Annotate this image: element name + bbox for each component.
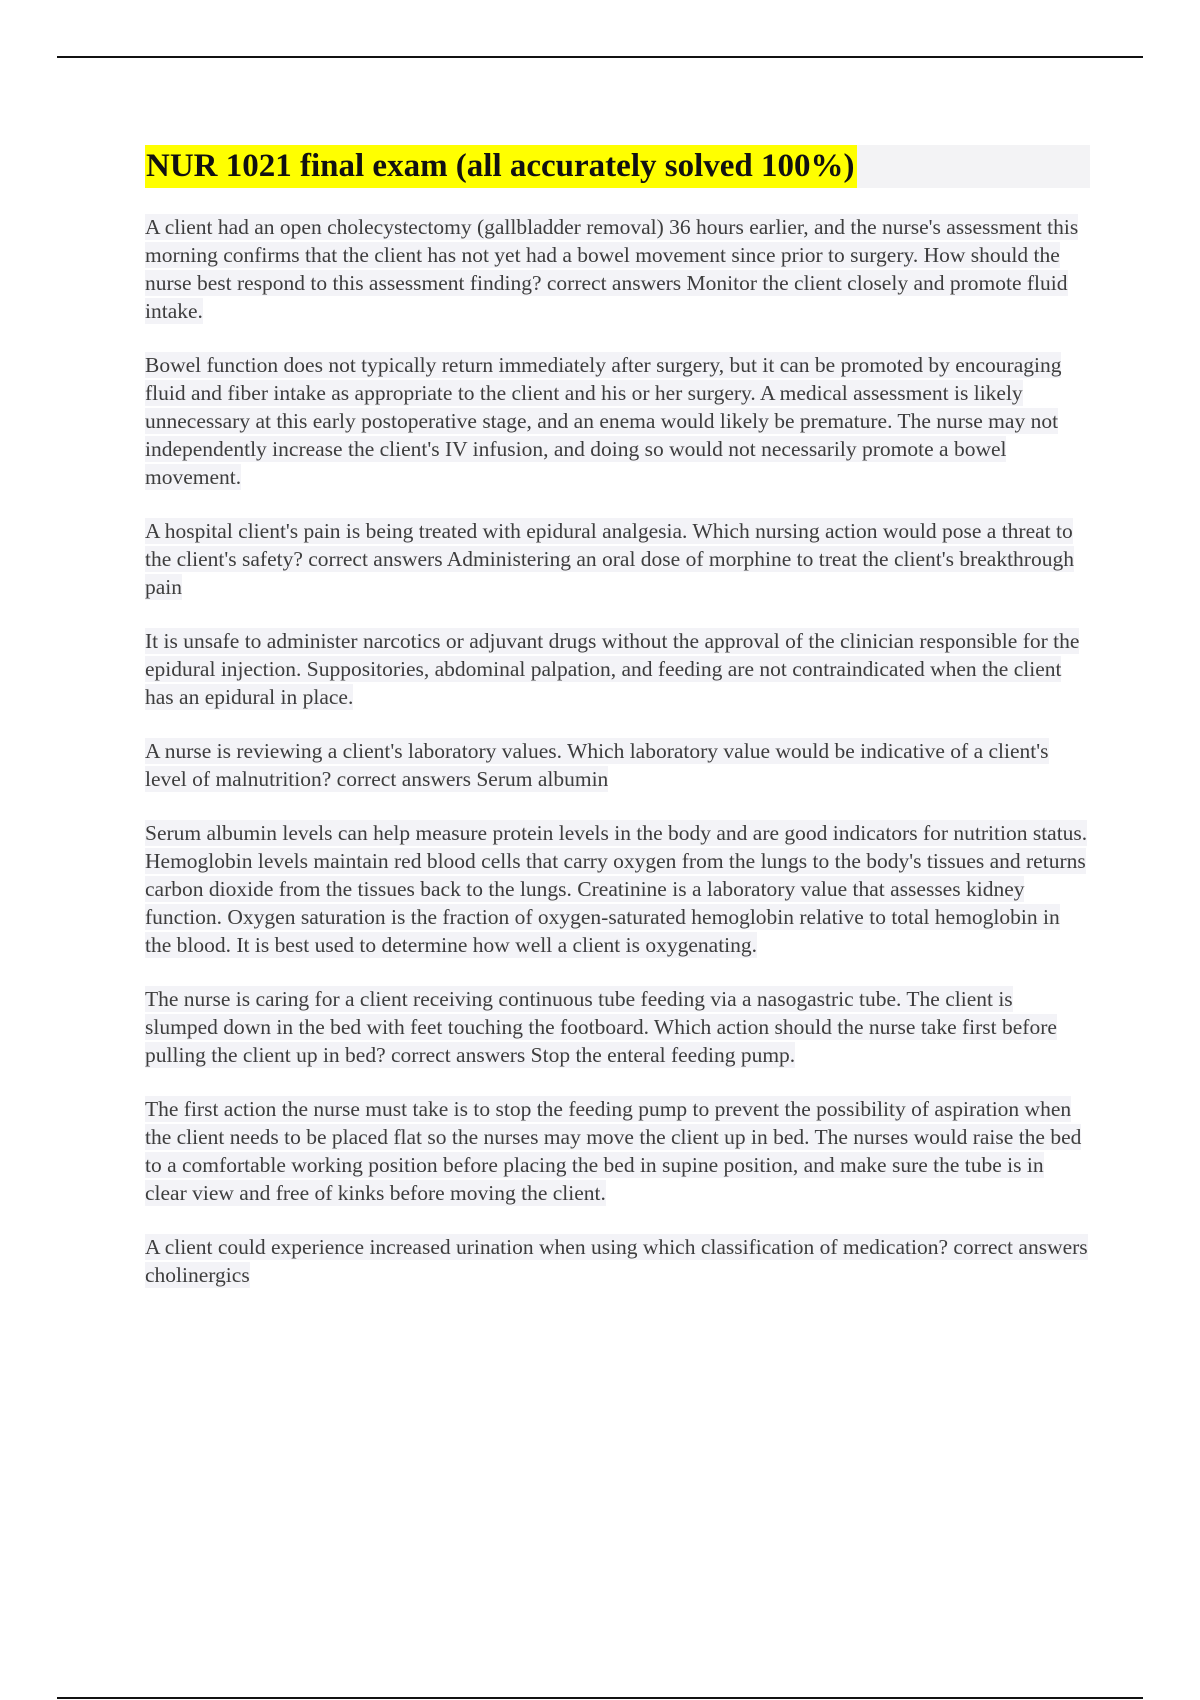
paragraph-7 bbox=[145, 985, 1090, 1069]
paragraph-8 bbox=[145, 1095, 1090, 1207]
paragraph-7-text: The nurse is caring for a client receiving continuous tube feeding via a nasogastric tube. The client is slumped down in the bed with feet touching the footboard. Which action should the nurse take first before pulling the client up in bed? correct answers Stop the enteral feeding pump. bbox=[145, 987, 1057, 1067]
bottom-rule bbox=[57, 1697, 1143, 1699]
paragraph-4-text: It is unsafe to administer narcotics or adjuvant drugs without the approval of the clinician responsible for the epidural injection. Suppositories, abdominal palpation, and feeding are not contraindicated when the client has an epidural in place. bbox=[145, 629, 1080, 709]
paragraph-9-text: A client could experience increased urination when using which classification of medication? correct answers cholinergics bbox=[145, 1235, 1088, 1287]
paragraph-8-text: The first action the nurse must take is to stop the feeding pump to prevent the possibility of aspiration when the client needs to be placed flat so the nurses may move the client up in bed. The nurses would raise the bed to a comfortable working position before placing the bed in supine position, and make sure the tube is in clear view and free of kinks before moving the client. bbox=[145, 1097, 1082, 1205]
paragraph-5 bbox=[145, 737, 1090, 793]
paragraph-1 bbox=[145, 213, 1090, 325]
paragraph-1-text: A client had an open cholecystectomy (gallbladder removal) 36 hours earlier, and the nurse's assessment this morning confirms that the client has not yet had a bowel movement since prior to surgery. How should the nurse best respond to this assessment finding? correct answers Monitor the client closely and promote fluid intake. bbox=[145, 215, 1079, 323]
paragraph-3 bbox=[145, 517, 1090, 601]
top-rule bbox=[57, 56, 1143, 58]
title-bar bbox=[145, 145, 1090, 188]
document-body bbox=[145, 145, 1090, 1289]
document-title: NUR 1021 final exam (all accurately solved 100%) bbox=[145, 145, 857, 188]
paragraph-4 bbox=[145, 627, 1090, 711]
paragraph-6-text: Serum albumin levels can help measure protein levels in the body and are good indicators for nutrition status. Hemoglobin levels maintain red blood cells that carry oxygen from the lungs to the body's tissues and returns carbon dioxide from the tissues back to the lungs. Creatinine is a laboratory value that assesses kidney function. Oxygen saturation is the fraction of oxygen-saturated hemoglobin relative to total hemoglobin in the blood. It is best used to determine how well a client is oxygenating. bbox=[145, 821, 1088, 957]
paragraph-5-text: A nurse is reviewing a client's laboratory values. Which laboratory value would be indicative of a client's level of malnutrition? correct answers Serum albumin bbox=[145, 739, 1049, 791]
paragraph-2-text: Bowel function does not typically return immediately after surgery, but it can be promoted by encouraging fluid and fiber intake as appropriate to the client and his or her surgery. A medical assessment is likely unnecessary at this early postoperative stage, and an enema would likely be premature. The nurse may not independently increase the client's IV infusion, and doing so would not necessarily promote a bowel movement. bbox=[145, 353, 1062, 489]
paragraph-3-text: A hospital client's pain is being treated with epidural analgesia. Which nursing action would pose a threat to the client's safety? correct answers Administering an oral dose of morphine to treat the client's breakthrough pain bbox=[145, 519, 1074, 599]
paragraph-9 bbox=[145, 1233, 1090, 1289]
paragraph-2 bbox=[145, 351, 1090, 491]
paragraph-6 bbox=[145, 819, 1090, 959]
